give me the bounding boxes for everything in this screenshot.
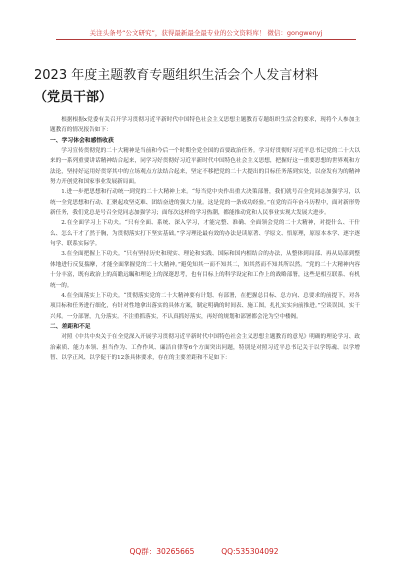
document-subtitle: （党员干部） xyxy=(34,90,113,105)
document-title: 2023 年度主题教育专题组织生活会个人发言材料 xyxy=(34,68,319,83)
contact-footer xyxy=(0,546,408,557)
section-heading: 二、差距和不足 xyxy=(50,323,91,330)
body-paragraph: 对照《中共中央关于在全党深入开展学习贯彻习近平新时代中国特色社会主义思想主题教育的意见》明确的理论学习、政治素质、能力本领、担当作为、工作作风、廉洁自律等6个方面突出问题，特别是对照习近平总书记关于以学铸魂、以学增智、以学正风、以学促干的12条具体要求，存在的主要差距和不足如下： xyxy=(50,334,360,361)
intro-paragraph: 根据根据x党委有关召开学习贯彻习近平新时代中国特色社会主义思想主题教育专题组织生活会的要求，现将个人参加主题教育的情况报告如下： xyxy=(50,117,360,134)
body-paragraph: 3.在全面把握上下功夫。“只有坚持历史和现实、理论和实践、国际和国内相结合的办法，从整体到局部、再从局部到整体地进行反复揣摩，才能全面掌握党的二十大精神。”避免知其一而不知其二，知其然而不知其所以然。“党的二十大精神内容十分丰富，既有政治上的高瞻远瞩和理论上的深邃思考，也有目标上的科学设定和工作上的战略部署，这些是相互联系、有机统一的。 xyxy=(50,251,360,289)
section-heading: 一、学习体会和感悟收获 xyxy=(50,137,114,144)
qq-text: QQ:535304092 xyxy=(221,547,279,556)
body-paragraph: 1.进一步把思想和行动统一到党的二十大精神上来。“每当党中央作出重大决策部署，我们就号召全党同志加强学习，以统一全党思想和行动、汇聚起攻坚克难、团结奋进的强大力量。这是党的一条成功经验。”在党的百年奋斗历程中，面对新形势新任务，我们党总是号召全党同志加强学习；面每次这样的学习热潮，都能推动党和人民事业实现大发展大进步。 xyxy=(50,189,360,217)
body-paragraph: 2.在全面学习上下功夫。“只有全面、系统、深入学习，才能完整、准确、全面领会党的二十大精神，对提什么、干什么、怎么干才了然于胸，为贯彻落实打下坚实基础。”学习理论最有效的办法是读原著、学原文、悟原理，原原本本学、逐字逐句学、联系实际学。 xyxy=(50,220,360,248)
body-paragraph: 学习宣传贯彻党的二十大精神是当前和今后一个时期全党全国的首要政治任务。学习好贯彻好习近平总书记党的二十大以来的一系列重要讲话精神结合起来，同学习好贯彻好习近平新时代中国特色社会主义思想，把握好这一重要思想的世界观和方法论，坚持好运用好贯穿其中的立场观点方法结合起来，坚定不移把党的二十大提出的目标任务落到实处，以奋发有为的精神努力开创党和国家事业发展新局面。 xyxy=(50,148,360,186)
promo-banner: 关注头条号“公文研究”，获得最新最全最专业的公文资料库！ 微信：gongwenyj xyxy=(56,28,356,40)
body-paragraph: 4.在全面落实上下功夫。“贯彻落实党的二十大精神要有计划、有部署，在把握总目标、总方向、总要求的前提下，对各项目标和任务进行细化，有针对性地拿出落实的具体方案，制定明确的时间表、施工图，扎扎实实向前推进。”空谈误国，实干兴邦。一分部署，九分落实。不注重抓落实，不认真抓好落实，再好的规划和部署都会沦为空中楼阁。 xyxy=(50,292,360,320)
document-body xyxy=(50,115,360,535)
qq-group-text: QQ群：30265665 xyxy=(129,547,195,556)
